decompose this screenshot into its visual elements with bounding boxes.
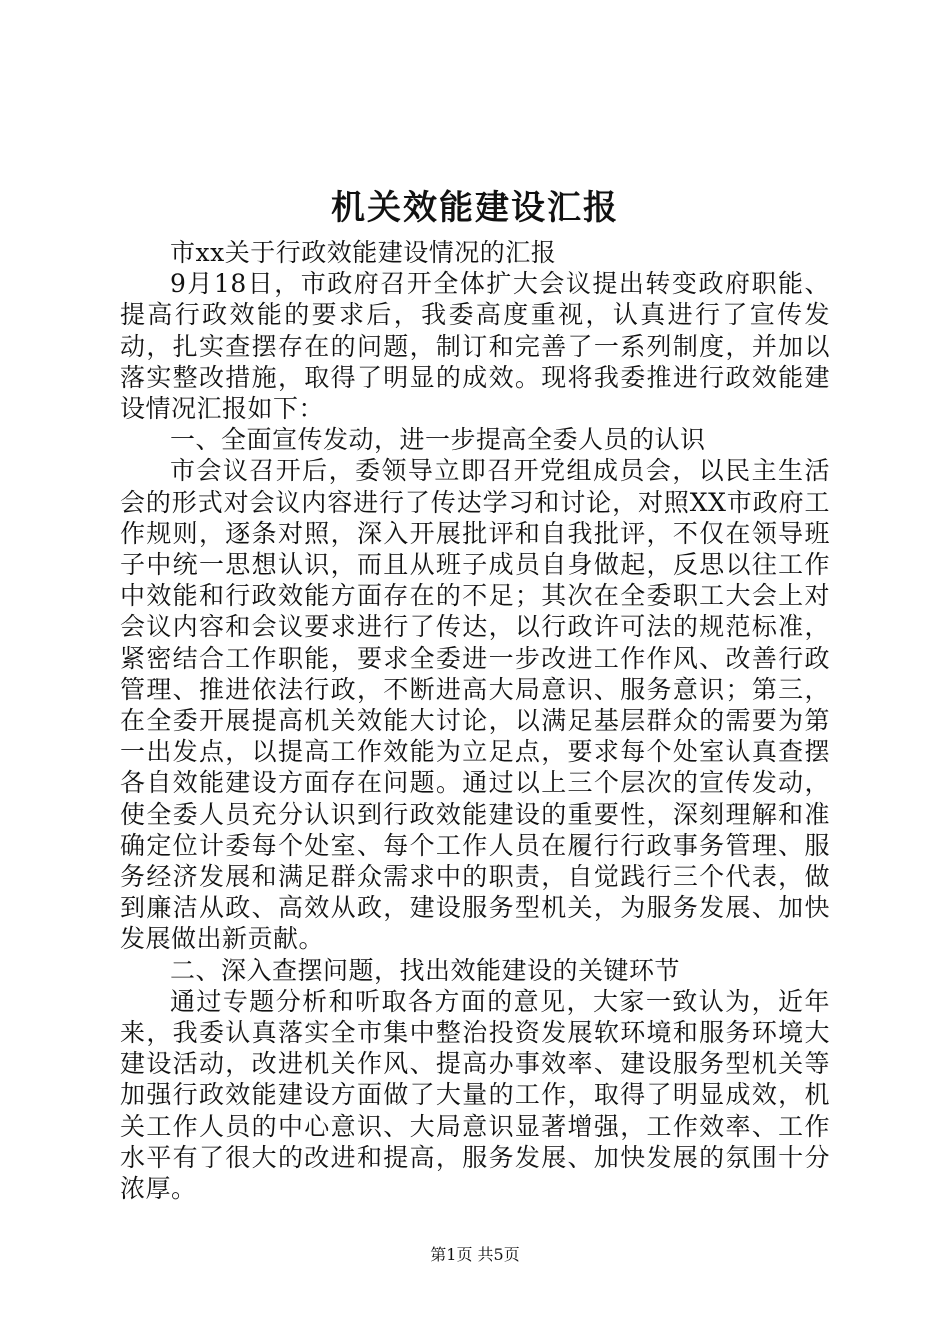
document-title: 机关效能建设汇报 bbox=[331, 188, 619, 228]
intro-paragraph: 9月18日，市政府召开全体扩大会议提出转变政府职能、提高行政效能的要求后，我委高度重视，认真进行了宣传发动，扎实查摆存在的问题，制订和完善了一系列制度，并加以落实整改措施，取得了明显的成效。现将我委推进行政效能建设情况汇报如下： bbox=[120, 269, 830, 424]
section-heading-2: 二、深入查摆问题，找出效能建设的关键环节 bbox=[170, 955, 681, 985]
page-footer: 第1页 共5页 bbox=[430, 1245, 520, 1264]
section-heading-1: 一、全面宣传发动，进一步提高全委人员的认识 bbox=[170, 425, 706, 455]
report-subtitle: 市xx关于行政效能建设情况的汇报 bbox=[170, 238, 557, 267]
section-2-paragraph: 通过专题分析和听取各方面的意见，大家一致认为，近年来，我委认真落实全市集中整治投资发展软环境和服务环境大建设活动，改进机关作风、提高办事效率、建设服务型机关等加强行政效能建设方面做了大量的工作，取得了明显成效，机关工作人员的中心意识、大局意识显著增强，工作效率、工作水平有了很大的改进和提高，服务发展、加快发展的氛围十分浓厚。 bbox=[120, 986, 830, 1204]
document-body bbox=[120, 237, 830, 1204]
section-1-paragraph: 市会议召开后，委领导立即召开党组成员会，以民主生活会的形式对会议内容进行了传达学习和讨论，对照XX市政府工作规则，逐条对照，深入开展批评和自我批评，不仅在领导班子中统一思想认识，而且从班子成员自身做起，反思以往工作中效能和行政效能方面存在的不足；其次在全委职工大会上对会议内容和会议要求进行了传达，以行政许可法的规范标准，紧密结合工作职能，要求全委进一步改进工作作风、改善行政管理、推进依法行政，不断进高大局意识、服务意识；第三，在全委开展提高机关效能大讨论，以满足基层群众的需要为第一出发点，以提高工作效能为立足点，要求每个处室认真查摆各自效能建设方面存在问题。通过以上三个层次的宣传发动，使全委人员充分认识到行政效能建设的重要性，深刻理解和准确定位计委每个处室、每个工作人员在履行行政事务管理、服务经济发展和满足群众需求中的职责，自觉践行三个代表，做到廉洁从政、高效从政，建设服务型机关，为服务发展、加快发展做出新贡献。 bbox=[120, 456, 830, 954]
